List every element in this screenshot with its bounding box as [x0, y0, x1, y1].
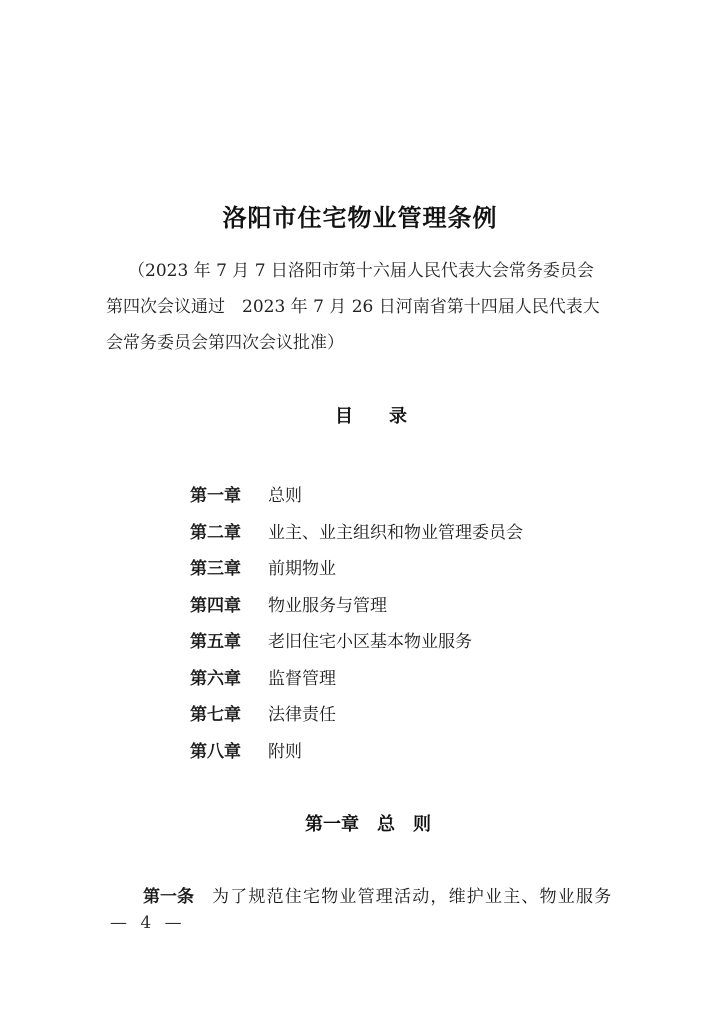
toc-chapter-number: 第三章	[190, 559, 241, 579]
toc-item	[190, 624, 523, 661]
toc-item	[190, 478, 523, 515]
toc-chapter-number: 第五章	[190, 632, 241, 652]
toc-chapter-number: 第八章	[190, 741, 241, 762]
chapter-heading	[305, 810, 431, 836]
toc-chapter-number: 第七章	[190, 705, 241, 725]
toc-chapter-name: 监督管理	[268, 668, 336, 689]
toc-chapter-number: 第二章	[190, 522, 241, 543]
toc-item	[190, 515, 523, 552]
chapter-heading-number: 第一章	[305, 814, 359, 835]
article-paragraph	[143, 882, 612, 907]
subtitle-line-2: 第四次会议通过 2023 年 7 月 26 日河南省第十四届人民代表大	[106, 297, 600, 317]
toc-item	[190, 734, 523, 771]
toc-heading-part1: 目	[335, 406, 353, 427]
toc-chapter-number: 第一章	[190, 486, 241, 506]
toc-chapter-name: 物业服务与管理	[268, 595, 387, 616]
page-number: — 4 —	[110, 913, 186, 933]
toc-item	[190, 588, 523, 625]
subtitle-line-1: （2023 年 7 月 7 日洛阳市第十六届人民代表大会常务委员会	[128, 261, 594, 281]
chapter-heading-name-part2: 则	[413, 814, 431, 835]
toc-heading-part2: 录	[389, 406, 407, 427]
toc-chapter-name: 前期物业	[268, 559, 336, 579]
article-text: 为了规范住宅物业管理活动，维护业主、物业服务	[212, 887, 613, 907]
toc-chapter-number: 第四章	[190, 595, 241, 616]
document-title: 洛阳市住宅物业管理条例	[222, 203, 498, 232]
toc-chapter-name: 业主、业主组织和物业管理委员会	[268, 522, 523, 543]
toc-item	[190, 661, 523, 698]
toc-chapter-number: 第六章	[190, 668, 241, 689]
toc-heading	[335, 402, 407, 428]
subtitle-line-3: 会常务委员会第四次会议批准）	[106, 333, 344, 353]
article-label: 第一条	[143, 887, 194, 907]
toc-item	[190, 551, 523, 588]
toc-chapter-name: 附则	[268, 741, 302, 762]
toc-chapter-name: 总则	[268, 486, 302, 506]
table-of-contents	[190, 478, 523, 770]
chapter-heading-name-part1: 总	[377, 814, 395, 835]
toc-chapter-name: 老旧住宅小区基本物业服务	[268, 632, 472, 652]
toc-item	[190, 697, 523, 734]
toc-chapter-name: 法律责任	[268, 705, 336, 725]
